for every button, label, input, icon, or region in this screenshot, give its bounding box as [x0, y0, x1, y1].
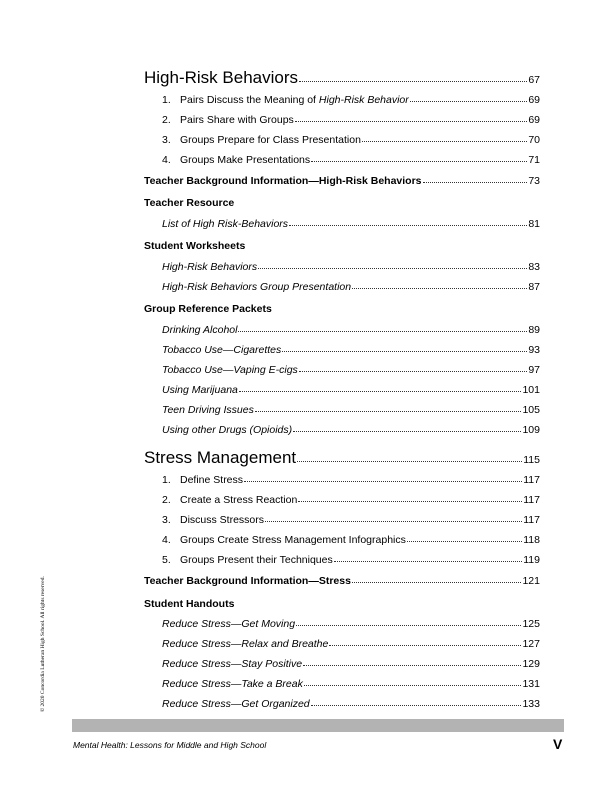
dot-leader	[298, 501, 522, 502]
dot-leader	[255, 411, 522, 412]
entry-label: List of High Risk-Behaviors	[162, 218, 289, 230]
page-number: 93	[528, 344, 540, 356]
item-label: Groups Prepare for Class Presentation	[180, 134, 361, 146]
toc-item[interactable]	[144, 535, 540, 546]
dot-leader	[297, 461, 522, 462]
toc-entry[interactable]	[144, 699, 540, 710]
page-number: 69	[528, 114, 540, 126]
dot-leader	[244, 481, 522, 482]
page-number: 129	[522, 658, 540, 670]
page-number: 105	[522, 404, 540, 416]
page-number: 109	[522, 424, 540, 436]
page-number: 125	[522, 618, 540, 630]
toc-entry[interactable]	[144, 365, 540, 376]
dot-leader	[303, 665, 521, 666]
toc-item[interactable]	[144, 515, 540, 526]
toc-entry[interactable]	[144, 679, 540, 690]
item-number: 2.	[162, 114, 171, 126]
entry-label: Teen Driving Issues	[162, 404, 254, 416]
dot-leader	[362, 141, 527, 142]
entry-label: Tobacco Use—Vaping E-cigs	[162, 364, 298, 376]
entry-label: Using other Drugs (Opioids)	[162, 424, 293, 436]
background-info-row[interactable]	[144, 576, 540, 587]
item-label: Discuss Stressors	[180, 514, 265, 526]
toc-item[interactable]	[144, 95, 540, 106]
dot-leader	[239, 391, 522, 392]
toc-entry[interactable]	[144, 425, 540, 436]
toc-entry[interactable]	[144, 385, 540, 396]
background-info-label: Teacher Background Information—Stress	[144, 575, 351, 587]
page-number: 117	[523, 514, 540, 526]
entry-label: Reduce Stress—Get Organized	[162, 698, 310, 710]
dot-leader	[407, 541, 522, 542]
item-label: Create a Stress Reaction	[180, 494, 298, 506]
page-number: 83	[528, 261, 540, 273]
item-label: Groups Create Stress Management Infographics	[180, 534, 406, 546]
entry-label: Tobacco Use—Cigarettes	[162, 344, 282, 356]
page-number: 73	[528, 175, 540, 187]
page-number: 101	[522, 384, 540, 396]
toc-item[interactable]	[144, 135, 540, 146]
page-number: 87	[528, 281, 540, 293]
dot-leader	[352, 288, 527, 289]
subheading: Student Handouts	[144, 598, 235, 610]
item-number: 1.	[162, 94, 171, 106]
dot-leader	[296, 625, 521, 626]
page-number: 97	[528, 364, 540, 376]
item-number: 3.	[162, 134, 171, 146]
dot-leader	[258, 268, 527, 269]
toc-entry[interactable]	[144, 345, 540, 356]
section-heading-row[interactable]	[144, 69, 540, 86]
dot-leader	[299, 81, 527, 82]
toc-entry[interactable]	[144, 659, 540, 670]
item-label: Pairs Discuss the Meaning of High-Risk Behavior	[180, 94, 409, 106]
footer-book-title: Mental Health: Lessons for Middle and High School	[73, 740, 267, 750]
page-number: 71	[528, 154, 540, 166]
footer-page-number: V	[553, 736, 563, 752]
entry-label: Reduce Stress—Stay Positive	[162, 658, 303, 670]
dot-leader	[304, 685, 522, 686]
item-number: 4.	[162, 534, 171, 546]
toc-entry[interactable]	[144, 219, 540, 230]
subheading: Teacher Resource	[144, 197, 235, 209]
item-label: Groups Make Presentations	[180, 154, 311, 166]
entry-label: Reduce Stress—Get Moving	[162, 618, 296, 630]
subheading: Student Worksheets	[144, 240, 246, 252]
page-number: 117	[523, 474, 540, 486]
dot-leader	[289, 225, 527, 226]
toc-item[interactable]	[144, 155, 540, 166]
toc-item[interactable]	[144, 475, 540, 486]
page-number: 81	[528, 218, 540, 230]
dot-leader	[311, 705, 522, 706]
entry-label: Reduce Stress—Relax and Breathe	[162, 638, 329, 650]
dot-leader	[293, 431, 521, 432]
copyright-notice: © 2020 Concordia Lutheran High School. All rights reserved.	[40, 576, 46, 712]
item-label: Define Stress	[180, 474, 244, 486]
dot-leader	[334, 561, 523, 562]
background-info-row[interactable]	[144, 176, 540, 187]
dot-leader	[352, 582, 522, 583]
page-number: 89	[528, 324, 540, 336]
toc-entry[interactable]	[144, 262, 540, 273]
page-number: 127	[522, 638, 540, 650]
toc-entry[interactable]	[144, 405, 540, 416]
page-number: 118	[523, 534, 540, 546]
page-number: 115	[523, 454, 540, 466]
dot-leader	[238, 331, 527, 332]
item-number: 3.	[162, 514, 171, 526]
dot-leader	[265, 521, 522, 522]
toc-item[interactable]	[144, 115, 540, 126]
footer-bar	[72, 719, 564, 732]
toc-item[interactable]	[144, 495, 540, 506]
entry-label: Drinking Alcohol	[162, 324, 238, 336]
page-number: 119	[523, 554, 540, 566]
dot-leader	[329, 645, 521, 646]
section-title: Stress Management	[144, 448, 297, 467]
section-title: High-Risk Behaviors	[144, 68, 298, 87]
item-number: 4.	[162, 154, 171, 166]
entry-label: High-Risk Behaviors	[162, 261, 258, 273]
toc-entry[interactable]	[144, 639, 540, 650]
toc-entry[interactable]	[144, 325, 540, 336]
dot-leader	[295, 121, 528, 122]
entry-label: Reduce Stress—Take a Break	[162, 678, 303, 690]
page-number: 67	[528, 74, 540, 86]
item-number: 5.	[162, 554, 171, 566]
background-info-label: Teacher Background Information—High-Risk Behaviors	[144, 175, 422, 187]
item-number: 1.	[162, 474, 171, 486]
page-number: 131	[522, 678, 540, 690]
page-number: 121	[522, 575, 540, 587]
page-number: 70	[528, 134, 540, 146]
toc-entry[interactable]	[144, 619, 540, 630]
item-label: Pairs Share with Groups	[180, 114, 294, 126]
page-number: 69	[528, 94, 540, 106]
dot-leader	[299, 371, 528, 372]
page-number: 117	[523, 494, 540, 506]
toc-entry[interactable]	[144, 282, 540, 293]
item-number: 2.	[162, 494, 171, 506]
entry-label: Using Marijuana	[162, 384, 238, 396]
entry-label: High-Risk Behaviors Group Presentation	[162, 281, 352, 293]
dot-leader	[282, 351, 527, 352]
item-label: Groups Present their Techniques	[180, 554, 333, 566]
section-heading-row[interactable]	[144, 449, 540, 466]
dot-leader	[423, 182, 528, 183]
toc-item[interactable]	[144, 555, 540, 566]
subheading: Group Reference Packets	[144, 303, 272, 315]
dot-leader	[311, 161, 527, 162]
page-number: 133	[522, 698, 540, 710]
dot-leader	[410, 101, 528, 102]
